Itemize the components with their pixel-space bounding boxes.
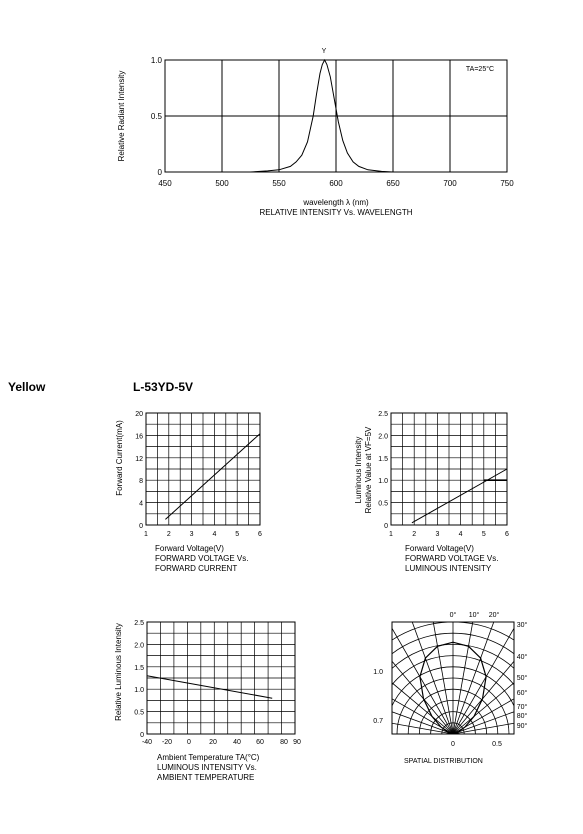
spectrum-chart: [151, 56, 514, 188]
lum-vs-vf-y-axis-label-2: Relative Value at VF=5V: [364, 426, 373, 514]
lum-vs-vf-caption-line-1: FORWARD VOLTAGE Vs.: [405, 554, 499, 563]
spatial-angle-ray: [324, 581, 453, 734]
lum-vs-vf-caption-line-2: LUMINOUS INTENSITY: [405, 564, 492, 573]
lum-vs-vf-x-tick-label: 2: [412, 531, 417, 538]
iv-y-tick-label: 8: [139, 478, 143, 486]
lum-vs-vf-x-tick-label: 3: [435, 531, 440, 538]
spectrum-caption: RELATIVE INTENSITY Vs. WAVELENGTH: [259, 208, 413, 217]
spatial-radial-label: 0.7: [373, 718, 383, 725]
spectrum-y-axis-label: Relative Radiant Intensity: [117, 70, 126, 162]
lum-vs-temp-y-tick-label: 0.5: [134, 709, 144, 717]
spatial-angle-label: 50°: [516, 675, 528, 682]
lum-vs-temp-x-tick-label: 60: [256, 739, 264, 746]
spectrum-x-tick-label: 500: [215, 179, 229, 188]
spectrum-y-tick-label: 0: [157, 168, 162, 177]
spatial-chart: [253, 534, 583, 834]
lum-vs-vf-y-axis-label: Luminous Intensity: [354, 436, 363, 504]
spectrum-x-tick-label: 550: [272, 179, 286, 188]
spectrum-x-tick-label: 700: [443, 179, 457, 188]
iv-x-tick-label: 3: [189, 531, 194, 538]
lum-vs-temp-x-tick-label: 80: [280, 739, 288, 746]
part-number: L-53YD-5V: [133, 380, 194, 394]
iv-x-axis-label: Forward Voltage(V): [155, 544, 224, 553]
lum-vs-temp-x-tick-label: 40: [233, 739, 241, 746]
iv-y-tick-label: 16: [135, 433, 143, 441]
iv-y-tick-label: 0: [139, 523, 143, 530]
lum-vs-temp-x-tick-label: -20: [161, 739, 173, 746]
spatial-bottom-label: 0: [451, 741, 455, 748]
lum-vs-temp-x-axis-label: Ambient Temperature TA(°C): [157, 753, 260, 762]
iv-x-tick-label: 1: [144, 531, 148, 538]
spatial-angle-label: 70°: [516, 704, 528, 711]
spectrum-annotation: TA=25°C: [465, 66, 495, 73]
lum-vs-temp-x-tick-label: 0: [187, 739, 191, 746]
spatial-grid: [253, 534, 583, 834]
lum-vs-vf-x-tick-label: 4: [458, 531, 463, 538]
spectrum-x-tick-label: 600: [329, 179, 343, 188]
iv-x-tick-label: 4: [212, 531, 217, 538]
lum-vs-temp-y-axis-label: Relative Luminous Intensity: [114, 623, 123, 721]
lum-vs-vf-y-tick-label: 0.5: [378, 500, 388, 508]
iv-caption-line-1: FORWARD VOLTAGE Vs.: [155, 554, 249, 563]
lum-vs-vf-y-tick-label: 2.0: [378, 433, 388, 441]
spectrum-peak-label: Y: [321, 48, 327, 55]
lum-vs-vf-x-tick-label: 1: [389, 531, 393, 538]
iv-x-tick-label: 6: [258, 531, 262, 538]
lum-vs-vf-y-tick-label: 0: [384, 523, 388, 530]
lum-vs-temp-caption-line-2: AMBIENT TEMPERATURE: [157, 773, 255, 782]
spectrum-y-tick-label: 1.0: [150, 56, 162, 65]
iv-chart: [135, 411, 262, 538]
spatial-angle-label: 10°: [468, 612, 480, 619]
lum-vs-vf-y-tick-label: 2.5: [378, 411, 388, 418]
spatial-caption: SPATIAL DISTRIBUTION: [404, 758, 483, 765]
iv-y-tick-label: 20: [135, 411, 143, 418]
lum-vs-temp-y-tick-label: 2.5: [134, 620, 144, 627]
lum-vs-vf-y-tick-label: 1.0: [378, 478, 388, 486]
lum-vs-vf-chart: [378, 411, 509, 538]
spatial-bottom-label: 0.5: [492, 741, 502, 748]
iv-caption-line-2: FORWARD CURRENT: [155, 564, 238, 573]
lum-vs-temp-x-tick-label: -40: [141, 739, 153, 746]
lum-vs-vf-x-tick-label: 5: [481, 531, 486, 538]
lum-vs-temp-chart: [134, 620, 301, 746]
spectrum-x-axis-label: wavelength λ (nm): [303, 198, 369, 207]
iv-y-tick-label: 4: [139, 500, 143, 508]
spectrum-x-tick-label: 450: [158, 179, 172, 188]
iv-y-axis-label: Forward Current(mA): [115, 420, 124, 496]
spatial-angle-label: 60°: [516, 690, 528, 697]
lum-vs-vf-x-tick-label: 6: [505, 531, 509, 538]
lum-vs-temp-x-tick-label: 90: [293, 739, 301, 746]
spectrum-x-tick-label: 750: [500, 179, 514, 188]
spatial-angle-label: 40°: [516, 654, 528, 661]
spatial-radial-label: 1.0: [373, 669, 383, 676]
lum-vs-temp-x-tick-label: 20: [209, 739, 217, 746]
lum-vs-vf-series-line: [412, 469, 507, 523]
iv-y-tick-label: 12: [135, 455, 143, 463]
lum-vs-temp-series-line: [147, 676, 272, 698]
lum-vs-vf-y-tick-label: 1.5: [378, 455, 388, 463]
section-label: Yellow: [8, 380, 46, 394]
spatial-angle-label: 30°: [516, 622, 528, 629]
iv-x-tick-label: 2: [166, 531, 171, 538]
spatial-angle-label: 90°: [516, 723, 528, 730]
lum-vs-temp-caption-line-1: LUMINOUS INTENSITY Vs.: [157, 763, 257, 772]
spectrum-y-tick-label: 0.5: [150, 112, 162, 121]
lum-vs-vf-x-axis-label: Forward Voltage(V): [405, 544, 474, 553]
spatial-angle-label: 20°: [488, 612, 500, 619]
iv-x-tick-label: 5: [235, 531, 240, 538]
lum-vs-temp-y-tick-label: 2.0: [134, 642, 144, 650]
spatial-angle-label: 0°: [449, 612, 457, 619]
lum-vs-temp-y-tick-label: 1.0: [134, 687, 144, 695]
lum-vs-temp-y-tick-label: 0: [140, 732, 144, 739]
lum-vs-temp-y-tick-label: 1.5: [134, 664, 144, 672]
spatial-angle-label: 80°: [516, 713, 528, 720]
spectrum-x-tick-label: 650: [386, 179, 400, 188]
